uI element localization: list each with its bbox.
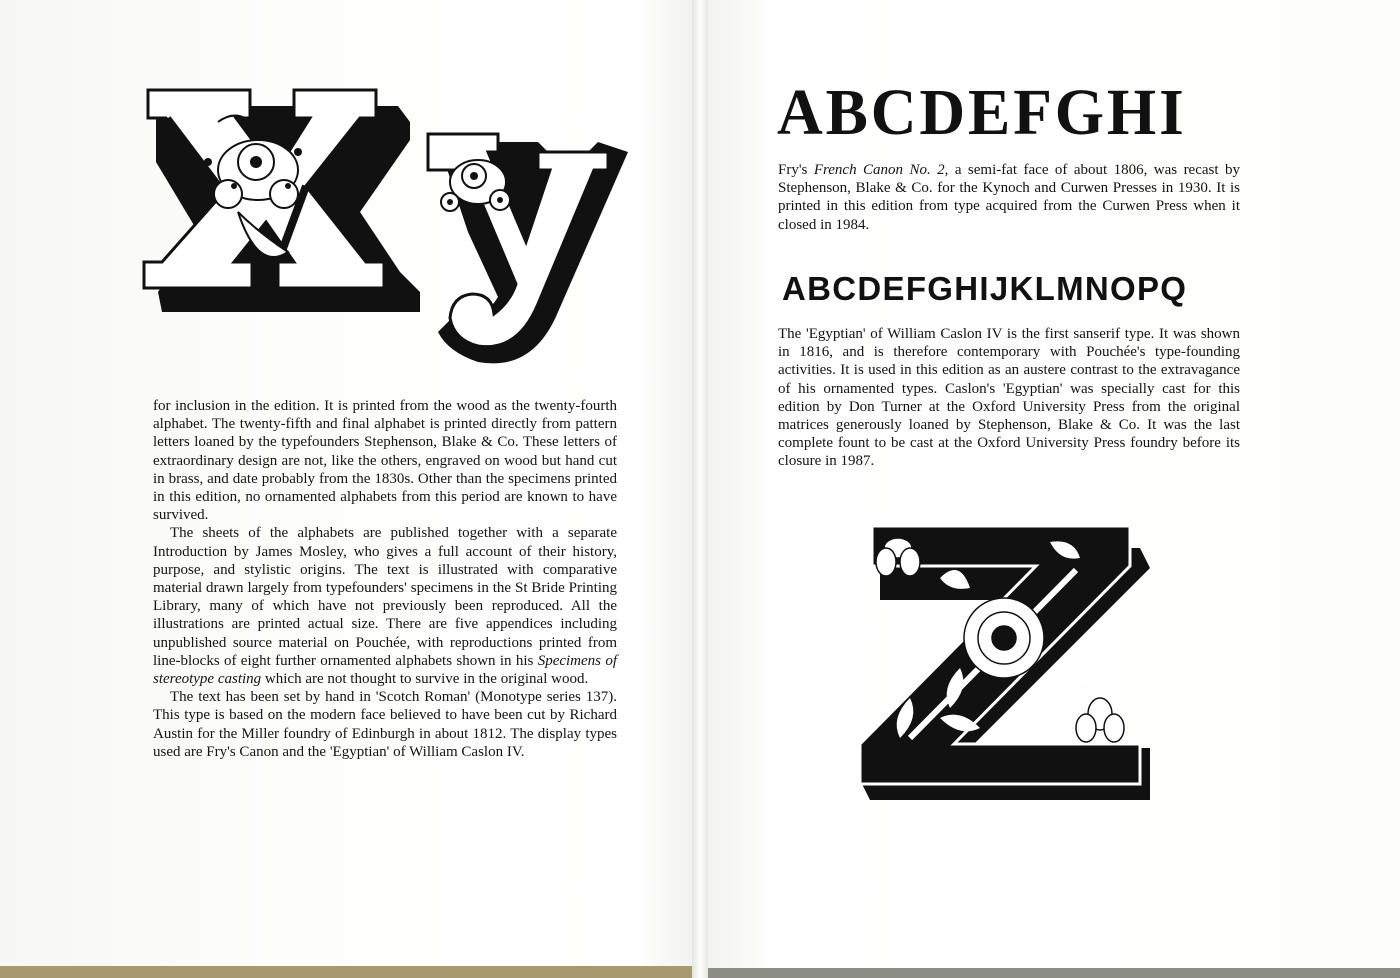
ornament-xy-illustration: [138, 82, 634, 372]
paragraph-text: Fry's: [778, 162, 814, 178]
book-board-edge: [0, 966, 692, 978]
french-canon-description: [778, 161, 1240, 234]
serif-specimen-heading: ABCDEFGHI: [777, 76, 1187, 149]
paragraph: [153, 524, 617, 688]
paragraph-text: which are not thought to survive in the original wood.: [261, 671, 589, 688]
sans-specimen-heading: ABCDEFGHIJKLMNOPQ: [782, 270, 1188, 307]
paragraph: for inclusion in the edition. It is printed from the wood as the twenty-fourth alphabet. The twenty-fifth and final alphabet is printed directly from pattern letters loaned by the typefounders Stephenson, Blake & Co. These letters of extraordinary design are not, like the others, engraved on wood but hand cut in brass, and date probably from the 1830s. Other than the specimens printed in this edition, no ornamented alphabets from this period are known to have survived.: [153, 398, 617, 524]
paragraph-text: The sheets of the alphabets are published together with a separate Introduction by James Mosley, who gives a full account of their history, purpose, and stylistic origins. The text is illustrated with comparative material drawn largely from typefounders' specimens in the St Bride Printing Library, many of which have not previously been reproduced. All the illustrations are printed actual size. There are five appendices including unpublished source material on Pouchée, with reproductions printed from line-blocks of eight further ornamented alphabets shown in his: [153, 525, 617, 669]
egyptian-description: The 'Egyptian' of William Caslon IV is the first sanserif type. It was shown in 1816, and is therefore contemporary with Pouchée's type-founding activities. It is used in this edition as an austere contrast to the extravagance of his ornamented types. Caslon's 'Egyptian' was specially cast for this edition by Don Turner at the Oxford University Press from the original matrices generously loaned by Stephenson, Blake & Co. It was the last complete fount to be cast at the Oxford University Press foundry before its closure in 1987.: [778, 326, 1240, 470]
book-page-edge: [708, 968, 1400, 978]
paragraph-text: , a semi-fat face of about 1806, was recast by Stephenson, Blake & Co. for the Kynoch and Curwen Presses in 1930. It is printed in this edition from type acquired from the Curwen Press when it closed in 1984.: [778, 162, 1240, 233]
left-page-body-text: [153, 397, 617, 761]
book-title-italic: Specimens of stereotype casting: [153, 652, 617, 688]
ornament-z-illustration: [850, 518, 1160, 800]
book-gutter: [692, 0, 708, 978]
typeface-name-italic: French Canon No. 2: [813, 162, 945, 178]
paragraph: The text has been set by hand in 'Scotch Roman' (Monotype series 137). This type is based on the modern face believed to have been cut by Richard Austin for the Miller foundry of Edinburgh in about 1812. The display types used are Fry's Canon and the 'Egyptian' of William Caslon IV.: [153, 689, 617, 760]
